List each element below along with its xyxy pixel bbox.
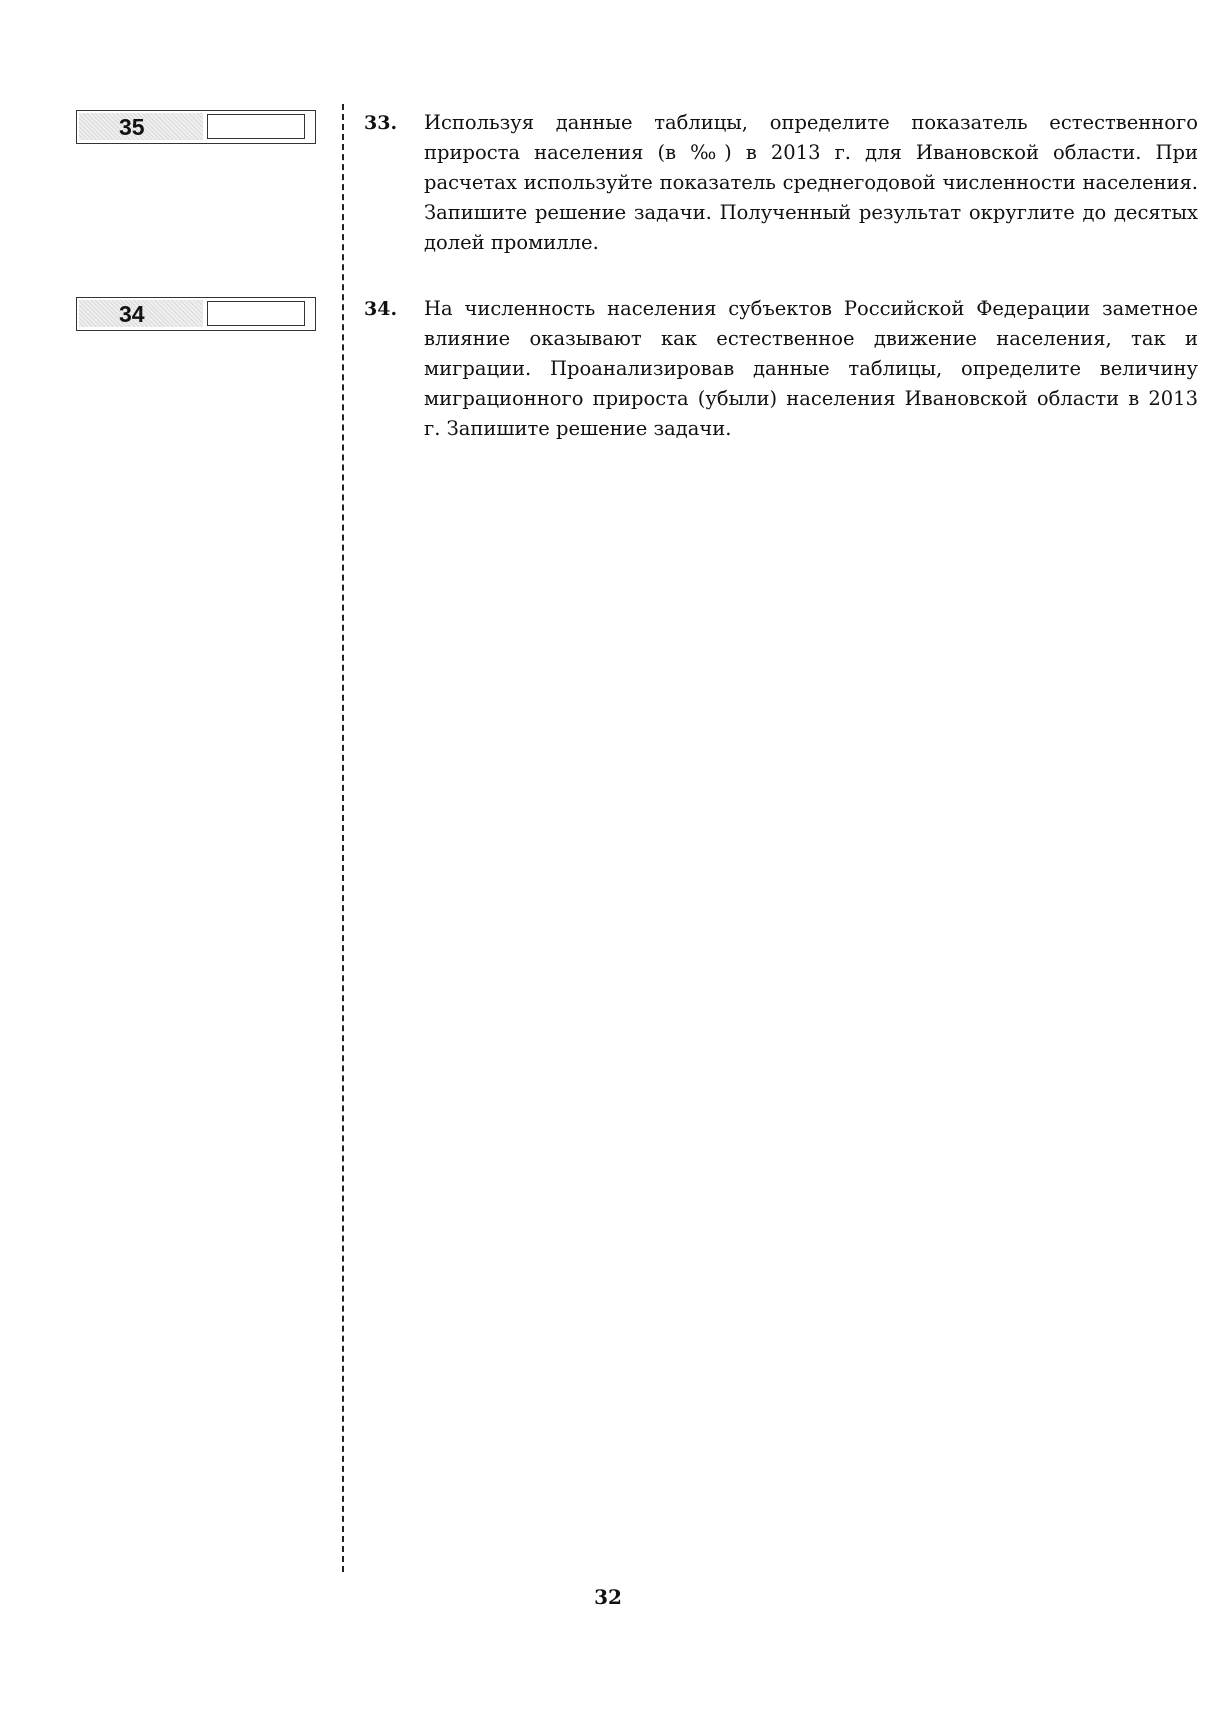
answer-box-number: 35 [119,114,145,140]
task-number: 34. [364,298,398,320]
task-34 [364,294,1198,444]
page-number: 32 [594,1585,622,1609]
cut-line-divider [342,104,344,1572]
answer-input-cell[interactable] [207,114,305,139]
task-text: Используя данные таблицы, определите показатель естественного прироста населения (в ‰) в 2013 г. для Ивановской области. При расчетах используйте показатель среднегодовой численности населения. Запишите решение задачи. Полученный результат округлите до десятых долей промилле. [424,111,1198,254]
task-number: 33. [364,112,398,134]
task-text: На численность населения субъектов Российской Федерации заметное влияние оказывают как естественное движение населения, так и миграции. Проанализировав данные таблицы, определите величину миграционного прироста (убыли) населения Ивановской области в 2013 г. Запишите решение задачи. [424,297,1198,440]
answer-box-35 [76,110,316,144]
answer-box-number: 34 [119,301,145,327]
task-33 [364,108,1198,258]
answer-input-cell[interactable] [207,301,305,326]
answer-box-34 [76,297,316,331]
